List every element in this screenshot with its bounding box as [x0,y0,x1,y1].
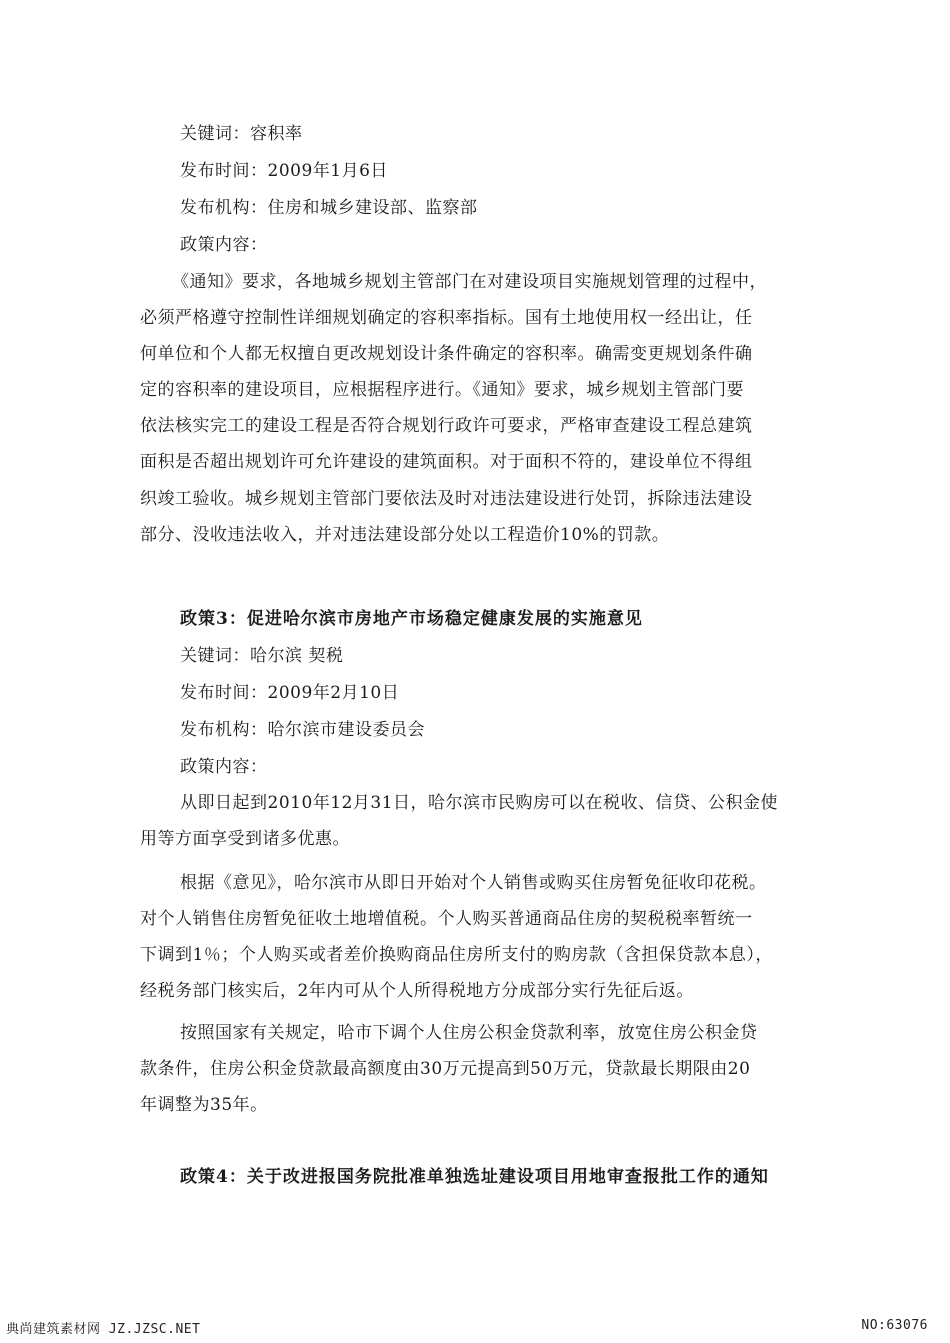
policy3-p2-line: 下调到1％；个人购买或者差价换购商品住房所支付的购房款（含担保贷款本息）， [140,945,773,966]
policy3-p3-line: 年调整为35年。 [140,1095,268,1116]
policy3-p2-line: 经税务部门核实后，2年内可从个人所得税地方分成部分实行先征后返。 [140,981,694,1002]
policy3-keywords: 关键词：哈尔滨 契税 [180,646,344,666]
policy3-title: 政策3：促进哈尔滨市房地产市场稳定健康发展的实施意见 [180,609,643,629]
footer-watermark: 典尚建筑素材网 JZ.JZSC.NET [6,1322,201,1337]
policy2-keywords: 关键词：容积率 [180,124,303,144]
policy2-line: 部分、没收违法收入，并对违法建设部分处以工程造价10%的罚款。 [140,524,670,545]
policy3-p1-line: 从即日起到2010年12月31日，哈尔滨市民购房可以在税收、信贷、公积金使 [180,793,779,813]
policy3-p2-line: 对个人销售住房暂免征收土地增值税。个人购买普通商品住房的契税税率暂统一 [140,909,753,930]
policy3-paragraph-1 [140,785,810,857]
policy2-line: 定的容积率的建设项目，应根据程序进行。《通知》要求，城乡规划主管部门要 [140,380,744,401]
policy2-line: 面积是否超出规划许可允许建设的建筑面积。对于面积不符的，建设单位不得组 [140,452,753,473]
policy3-p3-line: 按照国家有关规定，哈市下调个人住房公积金贷款利率，放宽住房公积金贷 [180,1023,758,1043]
policy2-publish-date: 发布时间：2009年1月6日 [180,161,388,181]
policy2-content-label: 政策内容： [180,235,268,255]
policy2-paragraph [140,264,810,553]
policy3-publish-date: 发布时间：2009年2月10日 [180,683,400,703]
footer-doc-number: NO:63076 [861,1318,928,1333]
policy2-line: 必须严格遵守控制性详细规划确定的容积率指标。国有土地使用权一经出让，任 [140,308,753,329]
policy4-title: 政策4：关于改进报国务院批准单独选址建设项目用地审查报批工作的通知 [180,1167,769,1187]
policy2-line: 织竣工验收。城乡规划主管部门要依法及时对违法建设进行处罚，拆除违法建设 [140,488,753,509]
policy2-publisher: 发布机构：住房和城乡建设部、监察部 [180,198,478,218]
policy3-p2-line: 根据《意见》，哈尔滨市从即日开始对个人销售或购买住房暂免征收印花税。 [180,873,767,893]
policy3-p1-line: 用等方面享受到诸多优惠。 [140,829,350,850]
policy2-line: 依法核实完工的建设工程是否符合规划行政许可要求，严格审查建设工程总建筑 [140,416,753,437]
policy2-line: 何单位和个人都无权擅自更改规划设计条件确定的容积率。确需变更规划条件确 [140,344,753,365]
policy3-p3-line: 款条件，住房公积金贷款最高额度由30万元提高到50万元，贷款最长期限由20 [140,1059,751,1080]
policy2-line: 《通知》要求，各地城乡规划主管部门在对建设项目实施规划管理的过程中， [172,272,767,292]
policy3-paragraph-3 [140,1015,810,1123]
policy3-content-label: 政策内容： [180,757,268,777]
policy3-publisher: 发布机构：哈尔滨市建设委员会 [180,720,425,740]
policy3-paragraph-2 [140,865,810,1009]
